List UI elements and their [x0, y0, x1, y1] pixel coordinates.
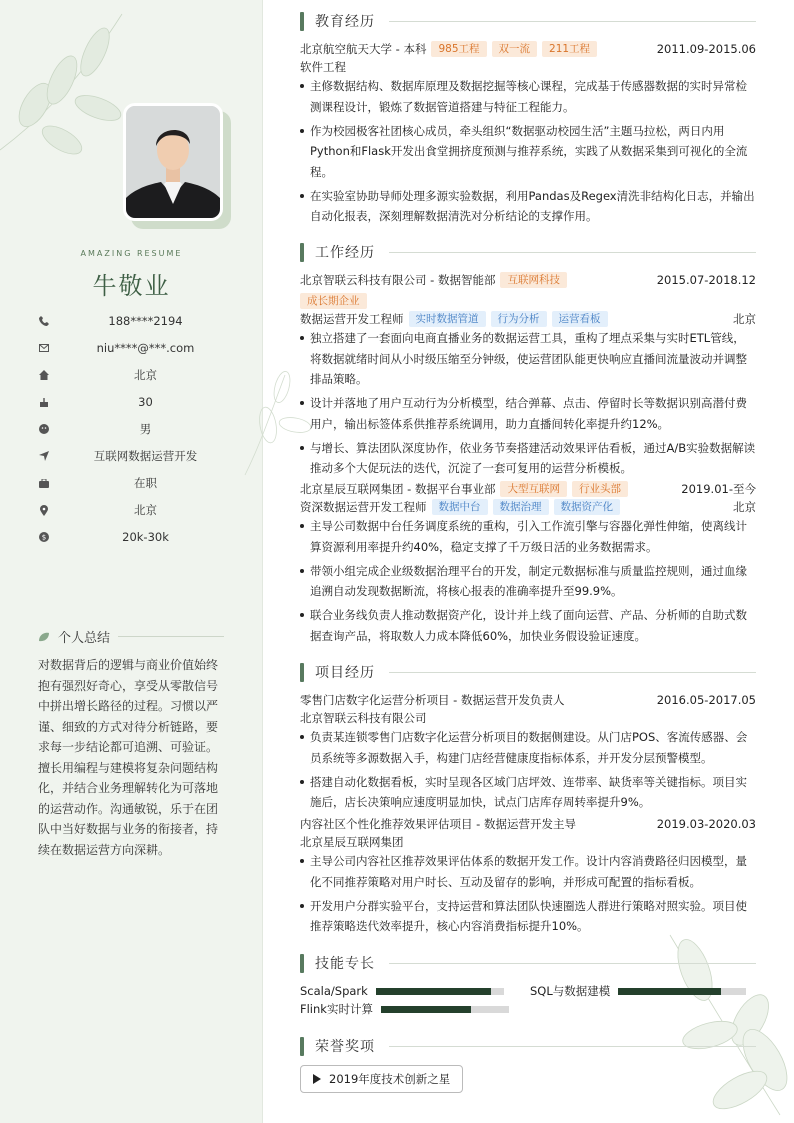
- skill-item: [300, 1001, 509, 1017]
- info-text: 北京: [134, 368, 157, 382]
- job-bullets: [300, 516, 756, 650]
- company-tag: 行业头部: [572, 481, 628, 497]
- skill-item: [530, 983, 746, 999]
- project-name: 零售门店数字化运营分析项目 - 数据运营开发负责人: [300, 693, 565, 707]
- avatar: [123, 103, 223, 221]
- list-item: 主导公司数据中台任务调度系统的重构，引入工作流引擎与容器化弹性伸缩，使离线计算资源利用率提升约40%，稳定支撑了千万级日活的业务数据需求。: [300, 516, 756, 557]
- info-text: niu****@***.com: [96, 341, 195, 355]
- info-text: 188****2194: [108, 314, 183, 328]
- school-tag: 985工程: [431, 41, 486, 57]
- info-text: 20k-30k: [122, 530, 169, 544]
- role-tag: 数据中台: [432, 499, 488, 515]
- info-location: [38, 500, 253, 520]
- avatar-frame: [123, 103, 231, 229]
- role-tag: 实时数据管道: [409, 311, 486, 327]
- tagline: AMAZING RESUME: [80, 249, 183, 258]
- skill-item: [300, 983, 504, 999]
- info-position: [38, 446, 253, 466]
- leaf-icon: [38, 632, 50, 642]
- section-title: 技能专长: [315, 956, 375, 972]
- company-name: 北京智联云科技有限公司 - 数据智能部: [300, 273, 496, 287]
- info-text: 男: [139, 422, 152, 436]
- company-tag: 大型互联网: [500, 481, 567, 497]
- summary-heading: [38, 627, 224, 646]
- list-item: 主导公司内容社区推荐效果评估体系的数据开发工作。设计内容消费路径归因模型，量化不同推荐策略对用户时长、互动及留存的影响，并形成可配置的指标看板。: [300, 851, 756, 892]
- svg-text:$: $: [41, 533, 47, 542]
- role-tag: 运营看板: [552, 311, 608, 327]
- info-text: 北京: [134, 503, 157, 517]
- section-skills-heading: [300, 953, 756, 973]
- list-item: 设计并落地了用户互动行为分析模型，结合弹幕、点击、停留时长等数据识别高潜付费用户，输出标签体系供推荐系统调用，助力直播间转化率提升约12%。: [300, 393, 756, 434]
- list-item: 在实验室协助导师处理多源实验数据，利用Pandas及Regex清洗非结构化日志，并输出自动化报表，深刻理解数据清洗对分析结论的支撑作用。: [300, 186, 756, 227]
- project-date: 2016.05-2017.05: [656, 693, 756, 707]
- job-header: [300, 480, 756, 498]
- education-header: [300, 40, 756, 58]
- award-badge: [300, 1065, 463, 1093]
- education-bullets: [300, 76, 756, 230]
- role-tag: 数据资产化: [554, 499, 621, 515]
- job-city: 北京: [733, 312, 756, 326]
- school-tag: 双一流: [492, 41, 538, 57]
- skill-fill: [381, 1006, 471, 1013]
- job-date: 2019.01-至今: [681, 482, 756, 496]
- school-tag: 211工程: [542, 41, 597, 57]
- role-tag: 行为分析: [491, 311, 547, 327]
- skill-name: Flink实时计算: [300, 1002, 373, 1016]
- project-header: [300, 691, 756, 709]
- section-education-heading: [300, 11, 756, 31]
- list-item: 开发用户分群实验平台，支持运营和算法团队快速圈选人群进行策略对照实验。项目使推荐策略迭代效率提升，核心内容消费指标提升10%。: [300, 896, 756, 937]
- job-tag-row: [300, 292, 756, 310]
- info-text: 互联网数据运营开发: [93, 449, 198, 463]
- list-item: 独立搭建了一套面向电商直播业务的数据运营工具，重构了埋点采集与实时ETL管线，将数据就绪时间从小时级压缩至分钟级，使运营团队能更快响应直播间流量波动并调整排品策略。: [300, 328, 756, 390]
- list-item: 与增长、算法团队深度协作，依业务节奏搭建活动效果评估看板，通过A/B实验数据解读推动多个大促玩法的迭代，沉淀了一套可复用的运营分析模板。: [300, 438, 756, 479]
- major: 软件工程: [300, 60, 346, 74]
- skill-bar: [376, 988, 504, 995]
- company-name: 北京星辰互联网集团 - 数据平台事业部: [300, 482, 496, 496]
- school-name: 北京航空航天大学 - 本科: [300, 42, 427, 56]
- project-org: 北京星辰互联网集团: [300, 835, 404, 849]
- list-item: 作为校园极客社团核心成员，牵头组织“数据驱动校园生活”主题马拉松，两日内用Python和Flask开发出食堂拥挤度预测与推荐系统，实践了从数据采集到可视化的全流程。: [300, 121, 756, 183]
- job-role-row: [300, 310, 756, 328]
- info-phone: [38, 311, 253, 331]
- job-city: 北京: [733, 500, 756, 514]
- list-item: 主修数据结构、数据库原理及数据挖掘等核心课程，完成基于传感器数据的实时异常检测课程设计，锻炼了数据管道搭建与特征工程能力。: [300, 76, 756, 117]
- education-major-row: [300, 58, 756, 76]
- skill-fill: [376, 988, 491, 995]
- info-gender: [38, 419, 253, 439]
- play-icon: [313, 1074, 321, 1084]
- project-org-row: [300, 833, 756, 851]
- education-date: 2011.09-2015.06: [656, 42, 756, 56]
- info-salary: [38, 527, 253, 547]
- project-name: 内容社区个性化推荐效果评估项目 - 数据运营开发主导: [300, 817, 576, 831]
- section-work-heading: [300, 242, 756, 262]
- job-bullets: [300, 328, 756, 482]
- job-role: 资深数据运营开发工程师: [300, 500, 427, 514]
- company-tag: 成长期企业: [300, 293, 367, 309]
- skill-name: SQL与数据建模: [530, 984, 611, 998]
- info-home: [38, 365, 253, 385]
- section-title: 荣誉奖项: [315, 1039, 375, 1055]
- job-role-row: [300, 498, 756, 516]
- project-org-row: [300, 709, 756, 727]
- skill-fill: [618, 988, 720, 995]
- info-text: 在职: [134, 476, 157, 490]
- job-role: 数据运营开发工程师: [300, 312, 404, 326]
- section-projects-heading: [300, 662, 756, 682]
- section-title: 项目经历: [315, 665, 375, 681]
- info-text: 30: [138, 395, 153, 409]
- section-title: 工作经历: [315, 245, 375, 261]
- section-title: 教育经历: [315, 14, 375, 30]
- info-status: [38, 473, 253, 493]
- section-awards-heading: [300, 1036, 756, 1056]
- summary-title: 个人总结: [58, 631, 111, 646]
- skill-name: Scala/Spark: [300, 984, 368, 998]
- project-date: 2019.03-2020.03: [656, 817, 756, 831]
- list-item: 联合业务线负责人推动数据资产化，设计并上线了面向运营、产品、分析师的自助式数据查询产品，将取数人力成本降低60%，加快业务假设验证速度。: [300, 605, 756, 646]
- info-age: [38, 392, 253, 412]
- sidebar: [0, 0, 263, 1123]
- project-bullets: [300, 727, 756, 816]
- job-header: [300, 271, 756, 289]
- list-item: 负责某连锁零售门店数字化运营分析项目的数据侧建设。从门店POS、客流传感器、会员系统等多源数据入手，构建门店经营健康度指标体系，并开发分层预警模型。: [300, 727, 756, 768]
- list-item: 带领小组完成企业级数据治理平台的开发，制定元数据标准与质量监控规则，通过血缘追溯自动发现数据断流，将核心报表的准确率提升至99.9%。: [300, 561, 756, 602]
- skill-bar: [618, 988, 746, 995]
- project-bullets: [300, 851, 756, 940]
- award-text: 2019年度技术创新之星: [329, 1072, 451, 1086]
- project-org: 北京智联云科技有限公司: [300, 711, 427, 725]
- company-tag: 互联网科技: [500, 272, 567, 288]
- job-date: 2015.07-2018.12: [656, 273, 756, 287]
- info-email: [38, 338, 253, 358]
- project-header: [300, 815, 756, 833]
- skill-bar: [381, 1006, 509, 1013]
- candidate-name: 牛敬业: [92, 272, 171, 300]
- summary-text: 对数据背后的逻辑与商业价值始终抱有强烈好奇心，享受从零散信号中拼出增长路径的过程。习惯以严谨、细致的方式对待分析链路，要求每一步结论都可追溯、可验证。擅长用编程与建模将复杂问题结构化，并结合业务理解转化为可落地的运营动作。沟通敏锐，乐于在团队中当好数据与业务的衔接者，持续在数据运营方向深耕。: [38, 658, 219, 857]
- list-item: 搭建自动化数据看板，实时呈现各区域门店坪效、连带率、缺货率等关键指标。项目实施后，店长决策响应速度明显加快，试点门店库存周转率提升9%。: [300, 772, 756, 813]
- role-tag: 数据治理: [493, 499, 549, 515]
